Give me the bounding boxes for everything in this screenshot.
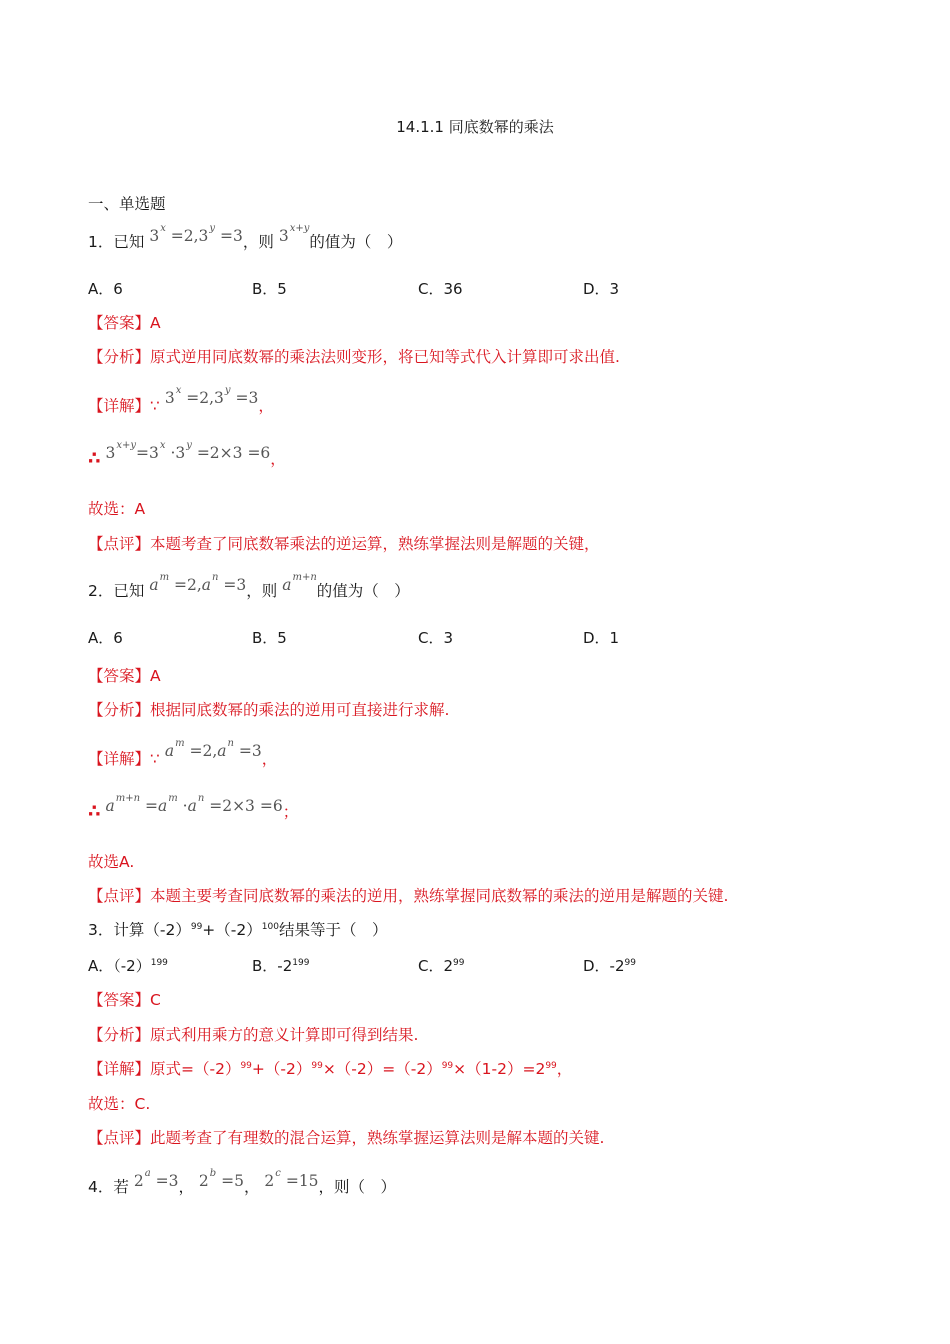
choose: 故选：C. xyxy=(88,1095,151,1113)
detail: 【详解】原式$=(-2)^{99}+(-2)^{99}\times(-2)=(-2)^{99}\times(1-2)=2^{99}$， xyxy=(88,1060,573,1078)
formula: $2^b =5$ xyxy=(198,1168,244,1191)
question-1: 1．已知 $3^x =2,3^y =3$，则 $3^{x+y}$的值为（ ） xyxy=(88,223,403,252)
formula: $2^a =3$ xyxy=(133,1168,179,1191)
therefore-symbol: ∴ xyxy=(88,448,101,470)
detail: 【详解】∵ $a^m =2,a^n =3$， xyxy=(88,738,278,769)
option-c[interactable]: C．36 xyxy=(418,280,463,298)
choose: 故选：A xyxy=(88,500,146,518)
answer: 【答案】A xyxy=(88,667,161,685)
question-number: 2． xyxy=(88,582,114,601)
page-title: 14.1.1 同底数幂的乘法 xyxy=(396,118,554,136)
formula: $3^x =2,3^y =3$ xyxy=(149,223,243,246)
question-2: 2．已知 $a^m =2,a^n =3$，则 $a^{m+n}$的值为（ ） xyxy=(88,572,410,601)
option-a[interactable]: A．6 xyxy=(88,280,123,298)
option-c[interactable]: C．3 xyxy=(418,629,454,647)
option-b[interactable]: B．5 xyxy=(252,629,287,647)
question-number: 1． xyxy=(88,233,114,252)
option-b[interactable]: B．5 xyxy=(252,280,287,298)
formula: $2^c =15$ xyxy=(264,1168,319,1191)
option-d[interactable]: D．3 xyxy=(583,280,620,298)
formula: $3^x =2,3^y =3$ xyxy=(164,385,259,408)
option-b[interactable]: B．$-2^{199}$ xyxy=(252,957,310,975)
formula: $a^m =2,a^n =3$ xyxy=(164,738,262,761)
analysis: 【分析】根据同底数幂的乘法的逆用可直接进行求解. xyxy=(88,701,450,719)
formula: $a^m =2,a^n =3$ xyxy=(149,572,247,595)
formula: $3^{x+y}$ xyxy=(278,223,310,246)
choose: 故选A. xyxy=(88,853,135,871)
analysis: 【分析】原式利用乘方的意义计算即可得到结果. xyxy=(88,1026,419,1044)
formula: $a^{m+n} =a^m \cdot a^n =2\times 3 =6$ xyxy=(105,793,283,816)
formula: $3^{x+y}=3^x \cdot 3^y =2\times 3 =6$ xyxy=(105,440,271,463)
answer: 【答案】C xyxy=(88,991,161,1009)
therefore-line: ∴ $3^{x+y}=3^x \cdot 3^y =2\times 3 =6$， xyxy=(88,440,286,470)
formula: $a^{m+n}$ xyxy=(282,572,317,595)
question-number: 4． xyxy=(88,1178,114,1197)
option-d[interactable]: D．$-2^{99}$ xyxy=(583,957,636,975)
therefore-line: ∴ $a^{m+n} =a^m \cdot a^n =2\times 3 =6$； xyxy=(88,793,299,823)
question-number: 3． xyxy=(88,921,114,939)
comment: 【点评】此题考查了有理数的混合运算，熟练掌握运算法则是解本题的关键. xyxy=(88,1129,605,1147)
option-d[interactable]: D．1 xyxy=(583,629,620,647)
comment: 【点评】本题主要考查同底数幂的乘法的逆用，熟练掌握同底数幂的乘法的逆用是解题的关键. xyxy=(88,887,729,905)
question-4: 4．若 $2^a =3$， $2^b =5$， $2^c =15$，则（ ） xyxy=(88,1168,397,1197)
option-c[interactable]: C．$2^{99}$ xyxy=(418,957,465,975)
answer: 【答案】A xyxy=(88,314,161,332)
detail: 【详解】∵ $3^x =2,3^y =3$， xyxy=(88,385,274,416)
option-a[interactable]: A．6 xyxy=(88,629,123,647)
therefore-symbol: ∴ xyxy=(88,801,101,823)
analysis: 【分析】原式逆用同底数幂的乘法法则变形，将已知等式代入计算即可求出值. xyxy=(88,348,620,366)
question-3: 3．计算$(-2)^{99}+(-2)^{100}$结果等于（ ） xyxy=(88,921,388,939)
section-heading: 一、单选题 xyxy=(88,195,166,213)
comment: 【点评】本题考查了同底数幂乘法的逆运算，熟练掌握法则是解题的关键， xyxy=(88,535,600,553)
option-a[interactable]: A．$(-2)^{199}$ xyxy=(88,957,168,975)
